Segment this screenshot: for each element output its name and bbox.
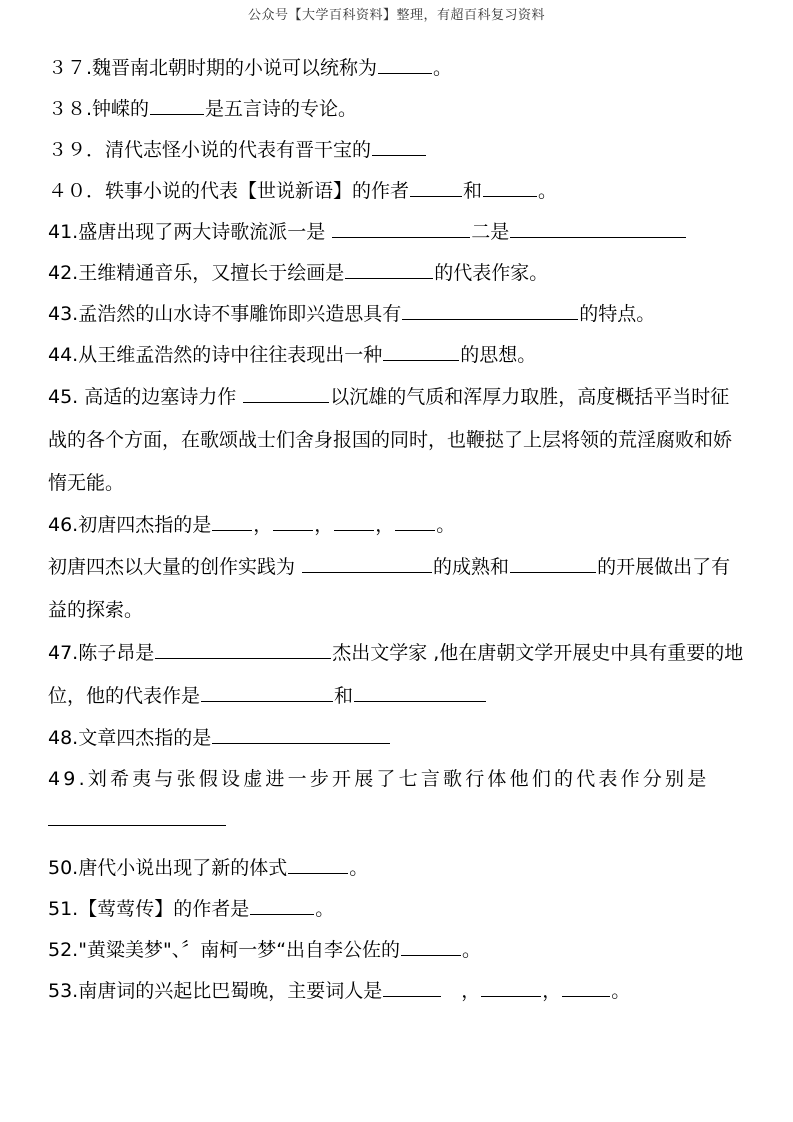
question-46-continued: 初唐四杰以大量的创作实践为 的成熟和 的开展做出了有益的探索。 — [48, 546, 748, 632]
answer-blank — [378, 53, 432, 74]
answer-blank — [243, 382, 329, 403]
question-51: 51.【莺莺传】的作者是 。 — [48, 889, 748, 930]
answer-blank — [201, 681, 333, 702]
answer-blank — [345, 258, 433, 279]
question-45: 45. 高适的边塞诗力作 以沉雄的气质和浑厚力取胜，高度概括平当时征战的各个方面，在歌颂战士们舍身报国的同时，也鞭挞了上层将领的荒淫腐败和娇惰无能。 — [48, 376, 748, 505]
question-43: 43.孟浩然的山水诗不事雕饰即兴造思具有 的特点。 — [48, 294, 748, 335]
answer-blank — [383, 340, 459, 361]
question-list — [48, 48, 748, 1012]
answer-blank — [483, 176, 537, 197]
answer-blank — [372, 135, 426, 156]
question-42: 42.王维精通音乐，又擅长于绘画是 的代表作家。 — [48, 253, 748, 294]
question-53: 53.南唐词的兴起比巴蜀晚，主要词人是 ， ， 。 — [48, 971, 748, 1012]
question-50: 50.唐代小说出现了新的体式 。 — [48, 848, 748, 889]
answer-blank — [288, 853, 348, 874]
answer-blank — [401, 935, 461, 956]
answer-blank — [48, 805, 226, 826]
question-49: 49.刘希夷与张假设虚进一步开展了七言歌行体他们的代表作分别是 — [48, 768, 710, 790]
answer-blank — [212, 510, 252, 531]
answer-blank — [402, 299, 578, 320]
page-header: 公众号【大学百科资料】整理，有超百科复习资料 — [247, 8, 545, 23]
answer-blank — [383, 976, 441, 997]
answer-blank — [250, 894, 314, 915]
question-37: ３７.魏晋南北朝时期的小说可以统称为 。 — [48, 48, 748, 89]
question-47: 47.陈子昂是 杰出文学家 ,他在唐朝文学开展史中具有重要的地位，他的代表作是 和 — [48, 632, 748, 718]
answer-blank — [510, 552, 596, 573]
answer-blank — [510, 217, 686, 238]
question-38: ３８.钟嵘的 是五言诗的专论。 — [48, 89, 748, 130]
answer-blank — [332, 217, 470, 238]
question-39: ３９．清代志怪小说的代表有晋干宝的 — [48, 130, 748, 171]
answer-blank — [410, 176, 462, 197]
answer-blank — [155, 638, 331, 659]
answer-blank — [212, 723, 390, 744]
question-49-answer-line — [48, 800, 748, 848]
answer-blank — [481, 976, 541, 997]
question-44: 44.从王维孟浩然的诗中往往表现出一种 的思想。 — [48, 335, 748, 376]
answer-blank — [354, 681, 486, 702]
question-52: 52."黄粱美梦"、〞南柯一梦“出自李公佐的 。 — [48, 930, 748, 971]
answer-blank — [395, 510, 435, 531]
answer-blank — [302, 552, 432, 573]
question-46: 46.初唐四杰指的是 ， ， ， 。 — [48, 505, 748, 546]
question-40: ４０．轶事小说的代表【世说新语】的作者 和 。 — [48, 171, 748, 212]
question-48: 48.文章四杰指的是 — [48, 718, 748, 759]
answer-blank — [334, 510, 374, 531]
answer-blank — [273, 510, 313, 531]
answer-blank — [562, 976, 610, 997]
answer-blank — [150, 94, 204, 115]
question-41: 41.盛唐出现了两大诗歌流派一是 二是 — [48, 212, 748, 253]
